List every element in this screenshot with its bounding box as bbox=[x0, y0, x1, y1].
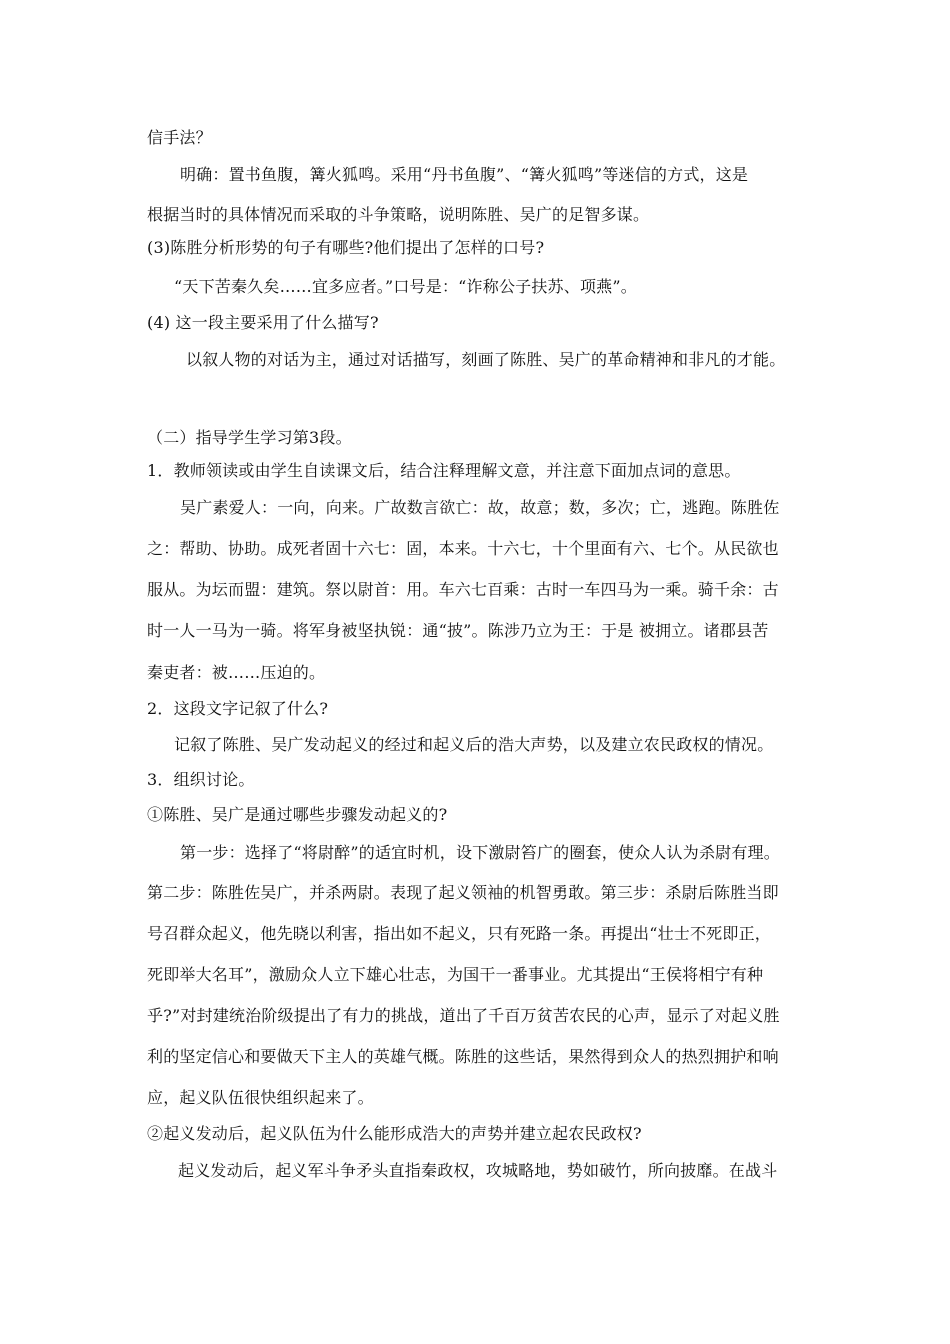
text-line: ①陈胜、吴广是通过哪些步骤发动起义的? bbox=[147, 805, 448, 824]
text-line: 号召群众起义，他先晓以利害，指出如不起义，只有死路一条。再提出“壮士不死即正， bbox=[147, 924, 771, 943]
text-line: 记叙了陈胜、吴广发动起义的经过和起义后的浩大声势，以及建立农民政权的情况。 bbox=[174, 735, 774, 754]
text-line: (3)陈胜分析形势的句子有哪些?他们提出了怎样的口号? bbox=[147, 238, 545, 257]
text-line: 利的坚定信心和要做天下主人的英雄气概。陈胜的这些话，果然得到众人的热烈拥护和响 bbox=[147, 1047, 779, 1066]
text-line: 之：帮助、协助。成死者固十六七：固，本来。十六七，十个里面有六、七个。从民欲也 bbox=[147, 539, 779, 558]
text-line: 服从。为坛而盟：建筑。祭以尉首：用。车六七百乘：古时一车四马为一乘。骑千余：古 bbox=[147, 580, 779, 599]
text-line: 明确：置书鱼腹，篝火狐鸣。采用“丹书鱼腹”、“篝火狐鸣”等迷信的方式，这是 bbox=[180, 165, 749, 184]
text-line: 信手法？ bbox=[147, 128, 212, 147]
text-line: ②起义发动后，起义队伍为什么能形成浩大的声势并建立起农民政权? bbox=[147, 1124, 642, 1143]
text-line: 吴广素爱人：一向，向来。广故数言欲亡：故，故意；数，多次；亡，逃跑。陈胜佐 bbox=[180, 498, 780, 517]
text-line: 秦吏者：被……压迫的。 bbox=[147, 663, 326, 682]
text-line: 起义发动后，起义军斗争矛头直指秦政权，攻城略地，势如破竹，所向披靡。在战斗 bbox=[178, 1161, 778, 1180]
text-line: 2．这段文字记叙了什么? bbox=[147, 699, 329, 718]
text-line: 以叙人物的对话为主，通过对话描写，刻画了陈胜、吴广的革命精神和非凡的才能。 bbox=[186, 350, 786, 369]
text-line: 乎?”对封建统治阶级提出了有力的挑战，道出了千百万贫苦农民的心声，显示了对起义胜 bbox=[147, 1006, 780, 1025]
text-line: 第二步：陈胜佐吴广，并杀两尉。表现了起义领袖的机智勇敢。第三步：杀尉后陈胜当即 bbox=[147, 883, 779, 902]
text-line: 1．教师领读或由学生自读课文后，结合注释理解文意，并注意下面加点词的意思。 bbox=[147, 461, 741, 480]
text-line: 应，起义队伍很快组织起来了。 bbox=[147, 1088, 374, 1107]
text-line: “天下苦秦久矣……宜多应者。”口号是：“诈称公子扶苏、项燕”。 bbox=[174, 277, 637, 296]
text-line: 3．组织讨论。 bbox=[147, 770, 255, 789]
text-line: 时一人一马为一骑。将军身被坚执锐：通“披”。陈涉乃立为王：于是 被拥立。诸郡县苦 bbox=[147, 621, 769, 640]
text-line: （二）指导学生学习第3段。 bbox=[147, 428, 352, 447]
text-line: 死即举大名耳”，激励众人立下雄心壮志，为国干一番事业。尤其提出“王侯将相宁有种 bbox=[147, 965, 764, 984]
text-line: 根据当时的具体情况而采取的斗争策略，说明陈胜、吴广的足智多谋。 bbox=[147, 205, 650, 224]
text-line: 第一步：选择了“将尉醉”的适宜时机，设下激尉笞广的圈套，使众人认为杀尉有理。 bbox=[180, 843, 780, 862]
text-line: (4) 这一段主要采用了什么描写? bbox=[147, 313, 379, 332]
